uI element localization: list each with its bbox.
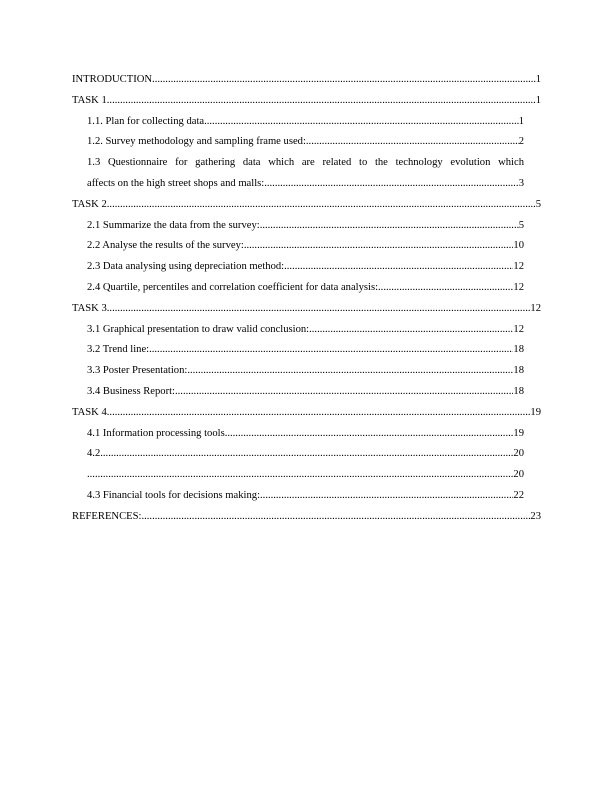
toc-leader-dots xyxy=(244,236,514,257)
toc-entry-label: REFERENCES: xyxy=(72,510,142,522)
toc-leader-dots xyxy=(107,403,531,424)
toc-leader-dots xyxy=(149,340,513,361)
toc-entry-1-3[interactable] xyxy=(72,153,524,195)
toc-entry-page: 12 xyxy=(530,302,541,314)
toc-leader-dots xyxy=(260,486,513,507)
toc-entry-page: 1 xyxy=(535,94,541,106)
toc-entry-3-4[interactable] xyxy=(72,382,524,403)
toc-entry-4-2[interactable] xyxy=(72,444,524,465)
toc-leader-dots xyxy=(187,361,513,382)
toc-entry-label: 2.3 Data analysing using depreciation method: xyxy=(87,261,285,273)
toc-entry-page: 20 xyxy=(513,448,524,460)
toc-entry-label: 3.4 Business Report: xyxy=(87,385,175,397)
toc-leader-dots xyxy=(107,91,536,112)
toc-entry-1-2[interactable] xyxy=(72,132,524,153)
toc-entry-page: 1 xyxy=(518,115,524,127)
toc-entry-page: 10 xyxy=(513,240,524,252)
toc-leader-dots xyxy=(284,257,513,278)
toc-entry-label: 3.3 Poster Presentation: xyxy=(87,365,188,377)
toc-entry-page: 18 xyxy=(513,344,524,356)
toc-entry-label-line2: affects on the high street shops and malls: xyxy=(87,177,265,189)
toc-entry-page: 3 xyxy=(518,177,524,189)
table-of-contents xyxy=(72,70,541,528)
toc-entry-3-1[interactable] xyxy=(72,320,524,341)
toc-entry-page: 12 xyxy=(513,261,524,273)
toc-leader-dots xyxy=(378,278,513,299)
toc-entry-page: 12 xyxy=(513,281,524,293)
toc-leader-dots xyxy=(225,424,514,445)
toc-entry-task-4[interactable] xyxy=(72,403,541,424)
toc-leader-dots xyxy=(152,70,536,91)
toc-entry-label: INTRODUCTION xyxy=(72,74,153,85)
toc-entry-page: 18 xyxy=(513,365,524,377)
toc-entry-label: 2.4 Quartile, percentiles and correlation coefficient for data analysis: xyxy=(87,281,379,293)
toc-leader-dots xyxy=(107,195,536,216)
toc-entry-label: 4.3 Financial tools for decisions making: xyxy=(87,489,261,501)
toc-leader-dots xyxy=(260,216,519,237)
toc-entry-4-1[interactable] xyxy=(72,424,524,445)
toc-entry-label: 2.2 Analyse the results of the survey: xyxy=(87,240,244,252)
toc-entry-blank[interactable] xyxy=(72,465,524,486)
toc-entry-page: 18 xyxy=(513,385,524,397)
toc-entry-page: 1 xyxy=(535,74,541,85)
toc-entry-task-3[interactable] xyxy=(72,299,541,320)
toc-entry-3-2[interactable] xyxy=(72,340,524,361)
toc-leader-dots xyxy=(100,444,513,465)
toc-entry-label: TASK 4 xyxy=(72,406,107,418)
toc-entry-references[interactable] xyxy=(72,507,541,528)
toc-leader-dots xyxy=(107,299,531,320)
toc-entry-label: 2.1 Summarize the data from the survey: xyxy=(87,219,260,231)
toc-entry-page: 23 xyxy=(530,510,541,522)
toc-entry-3-3[interactable] xyxy=(72,361,524,382)
toc-leader-dots xyxy=(87,465,513,486)
toc-entry-label: 1.1. Plan for collecting data xyxy=(87,115,205,127)
toc-entry-task-1[interactable] xyxy=(72,91,541,112)
toc-entry-4-3[interactable] xyxy=(72,486,524,507)
toc-leader-dots xyxy=(141,507,530,528)
toc-entry-1-1[interactable] xyxy=(72,112,524,133)
toc-entry-page: 12 xyxy=(513,323,524,335)
toc-entry-2-3[interactable] xyxy=(72,257,524,278)
toc-entry-page: 22 xyxy=(513,489,524,501)
toc-entry-label: 3.1 Graphical presentation to draw valid conclusion: xyxy=(87,323,310,335)
toc-entry-label: TASK 3 xyxy=(72,302,107,314)
toc-leader-dots xyxy=(204,112,519,133)
toc-entry-label: 3.2 Trend line: xyxy=(87,344,150,356)
toc-entry-introduction[interactable] xyxy=(72,70,541,91)
toc-entry-label: TASK 2 xyxy=(72,198,107,210)
toc-entry-page: 5 xyxy=(535,198,541,210)
toc-entry-2-2[interactable] xyxy=(72,236,524,257)
toc-entry-page: 19 xyxy=(530,406,541,418)
toc-entry-label: 4.2 xyxy=(87,448,101,460)
toc-entry-label-line1: 1.3 Questionnaire for gathering data which are related to the technology evolution which xyxy=(87,157,524,169)
toc-leader-dots xyxy=(175,382,513,403)
toc-leader-dots xyxy=(264,174,518,195)
toc-entry-page: 20 xyxy=(513,469,524,481)
toc-entry-page: 2 xyxy=(518,136,524,148)
toc-entry-line2 xyxy=(87,174,524,195)
toc-entry-page: 5 xyxy=(518,219,524,231)
toc-entry-task-2[interactable] xyxy=(72,195,541,216)
toc-leader-dots xyxy=(306,132,519,153)
toc-leader-dots xyxy=(309,320,513,341)
toc-entry-2-4[interactable] xyxy=(72,278,524,299)
toc-entry-2-1[interactable] xyxy=(72,216,524,237)
toc-entry-label: 1.2. Survey methodology and sampling frame used: xyxy=(87,136,306,148)
toc-entry-page: 19 xyxy=(513,427,524,439)
toc-entry-label: 4.1 Information processing tools xyxy=(87,427,225,439)
toc-entry-label: TASK 1 xyxy=(72,94,107,106)
